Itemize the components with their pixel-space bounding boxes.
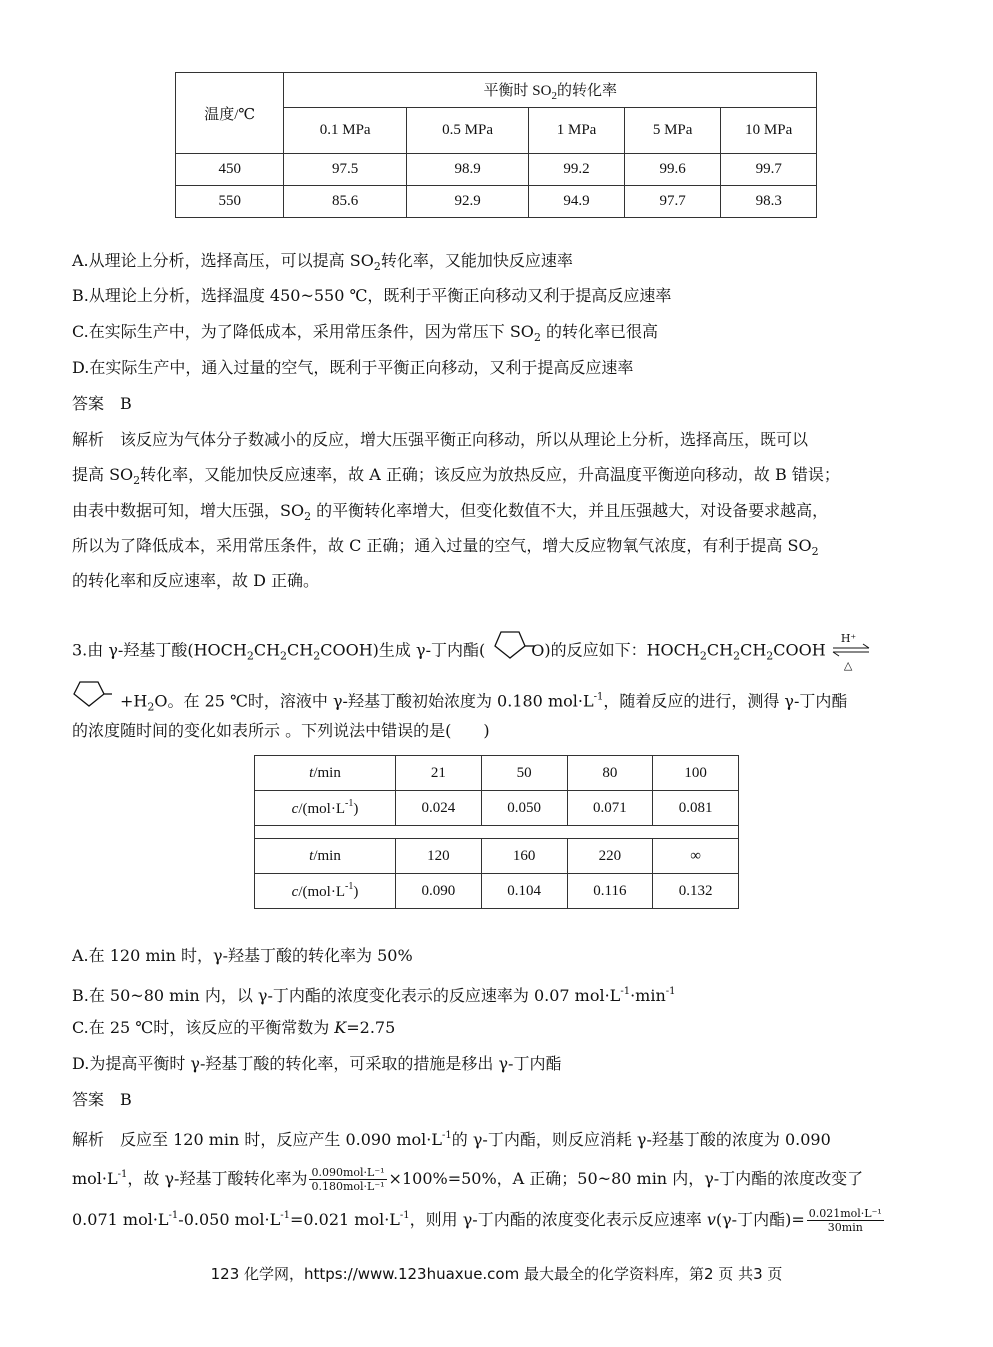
time-label-cell: t/min <box>255 756 396 791</box>
concentration-label-cell: $c/(mol\cdot L^{-1})$ <box>255 791 396 826</box>
q3-intro-line: $+H_2O$。在 25 ℃时，溶液中 γ-羟基丁酸初始浓度为 0.180 $mol\cdot L^{-1}$，随着反应的进行，测得 γ-丁内酯 <box>72 680 847 724</box>
concentration-label-cell: $c/(mol\cdot L^{-1})$ <box>255 874 396 909</box>
q3-option-d: D.为提高平衡时 γ-羟基丁酸的转化率，可采取的措施是移出 γ-丁内酯 <box>72 1054 562 1073</box>
page-footer: 123 化学网，https://www.123huaxue.com 最大最全的化学资料库，第2 页 共3 页 <box>210 1265 783 1283</box>
so2-conversion-table <box>175 72 817 218</box>
q3-explanation-line: $mol\cdot L^{-1}$，故 γ-羟基丁酸转化率为 $\frac{\text{0.090mol·L⁻¹}}{\text{0.180mol·L⁻¹}}$ ×100%=50%，A 正确；50~80 min 内，γ-丁内酯的浓度改变了 <box>72 1166 864 1193</box>
q2-explanation-line: 由表中数据可知，增大压强，$SO_2$ 的平衡转化率增大，但变化数值不大，并且压强越大，对设备要求越高， <box>72 501 829 523</box>
concentration-cell: 0.104 <box>481 874 567 909</box>
q2-option-d: D.在实际生产中，通入过量的空气，既利于平衡正向移动，又利于提高反应速率 <box>72 358 634 377</box>
temperature-cell: 550 <box>176 186 284 218</box>
value-cell: 98.9 <box>406 154 528 186</box>
q2-option-b: B.从理论上分析，选择温度 450~550 ℃，既利于平衡正向移动又利于提高反应速率 <box>72 286 672 305</box>
value-cell: 99.6 <box>624 154 721 186</box>
q2-option-c: C.在实际生产中，为了降低成本，采用常压条件，因为常压下 $SO_2$ 的转化率已很高 <box>72 322 659 344</box>
q3-option-b: B.在 50~80 min 内，以 γ-丁内酯的浓度变化表示的反应速率为 0.07 $mol\cdot L^{-1}\cdot\min^{-1}$ <box>72 986 676 1005</box>
pressure-header: 0.1 MPa <box>284 108 406 154</box>
table-row <box>176 186 817 218</box>
q3-option-a: A.在 120 min 时，γ-羟基丁酸的转化率为 50% <box>72 946 413 965</box>
q3-explanation-line: 解析 反应至 120 min 时，反应产生 0.090 $mol\cdot L^{-1}$的 γ-丁内酯，则反应消耗 γ-羟基丁酸的浓度为 0.090 <box>72 1130 831 1149</box>
time-cell: 80 <box>567 756 653 791</box>
q3-intro-line: 3.由 γ-羟基丁酸$(HOCH_2CH_2CH_2COOH)$生成 γ-丁内酯( O)的反应如下：$HOCH_2CH_2CH_2COOH$ H⁺ △ <box>72 626 871 676</box>
q2-option-a: A.从理论上分析，选择高压，可以提高 $SO_2$转化率，又能加快反应速率 <box>72 251 573 273</box>
concentration-time-table <box>254 755 739 909</box>
concentration-cell: 0.081 <box>653 791 739 826</box>
time-cell: ∞ <box>653 839 739 874</box>
table-row <box>255 791 739 826</box>
concentration-cell: 0.050 <box>481 791 567 826</box>
conversion-fraction: $\frac{\text{0.090mol·L⁻¹}}{\text{0.180mol·L⁻¹}}$ <box>311 1166 385 1193</box>
concentration-cell: 0.116 <box>567 874 653 909</box>
value-cell: 98.3 <box>721 186 817 218</box>
concentration-cell: 0.090 <box>396 874 482 909</box>
q2-explanation-line: 的转化率和反应速率，故 D 正确。 <box>72 571 320 590</box>
value-cell: 97.5 <box>284 154 406 186</box>
value-cell: 99.7 <box>721 154 817 186</box>
pressure-header: 10 MPa <box>721 108 817 154</box>
q2-explanation-line: 所以为了降低成本，采用常压条件，故 C 正确；通入过量的空气，增大反应物氧气浓度，有利于提高 $SO_2$ <box>72 536 819 558</box>
time-cell: 160 <box>481 839 567 874</box>
time-cell: 220 <box>567 839 653 874</box>
time-cell: 100 <box>653 756 739 791</box>
q3-intro-line: 的浓度随时间的变化如表所示 。下列说法中错误的是( ) <box>72 721 490 740</box>
temperature-header: 温度/℃ <box>176 73 284 154</box>
time-cell: 120 <box>396 839 482 874</box>
q2-answer: 答案 B <box>72 394 132 413</box>
lactone-structure-icon <box>70 680 120 724</box>
table-row <box>255 874 739 909</box>
concentration-cell: 0.024 <box>396 791 482 826</box>
table-row <box>255 839 739 874</box>
concentration-cell: 0.132 <box>653 874 739 909</box>
pressure-header: 1 MPa <box>529 108 625 154</box>
time-cell: 21 <box>396 756 482 791</box>
reversible-arrow-icon: H⁺ △ <box>831 634 871 668</box>
q3-explanation-line: 0.071 $mol\cdot L^{-1}-0.050$ $mol\cdot L^{-1}=0.021$ $mol\cdot L^{-1}$，则用 γ-丁内酯的浓度变化表示反应速率 v(γ-丁内酯)= $\frac{\text{0.021mol·L⁻¹}}{30\min}$ <box>72 1207 882 1234</box>
q2-explanation-line: 解析 该反应为气体分子数减小的反应，增大压强平衡正向移动，所以从理论上分析，选择高压，既可以 <box>72 430 809 449</box>
value-cell: 97.7 <box>624 186 721 218</box>
rate-fraction: $\frac{\text{0.021mol·L⁻¹}}{30\min}$ <box>808 1207 882 1234</box>
pressure-header: 0.5 MPa <box>406 108 528 154</box>
value-cell: 85.6 <box>284 186 406 218</box>
conversion-group-header: 平衡时 $SO_2$的转化率 <box>284 73 817 108</box>
table-row <box>176 154 817 186</box>
temperature-cell: 450 <box>176 154 284 186</box>
pressure-header: 5 MPa <box>624 108 721 154</box>
value-cell: 92.9 <box>406 186 528 218</box>
table-gap-row <box>255 826 739 839</box>
q2-explanation-line: 提高 $SO_2$转化率，又能加快反应速率，故 A 正确；该反应为放热反应，升高温度平衡逆向移动，故 B 错误； <box>72 465 840 487</box>
time-cell: 50 <box>481 756 567 791</box>
value-cell: 99.2 <box>529 154 625 186</box>
concentration-cell: 0.071 <box>567 791 653 826</box>
time-label-cell: t/min <box>255 839 396 874</box>
q3-answer: 答案 B <box>72 1090 132 1109</box>
table-row <box>255 756 739 791</box>
q3-option-c: C.在 25 ℃时，该反应的平衡常数为 K=2.75 <box>72 1018 396 1037</box>
value-cell: 94.9 <box>529 186 625 218</box>
